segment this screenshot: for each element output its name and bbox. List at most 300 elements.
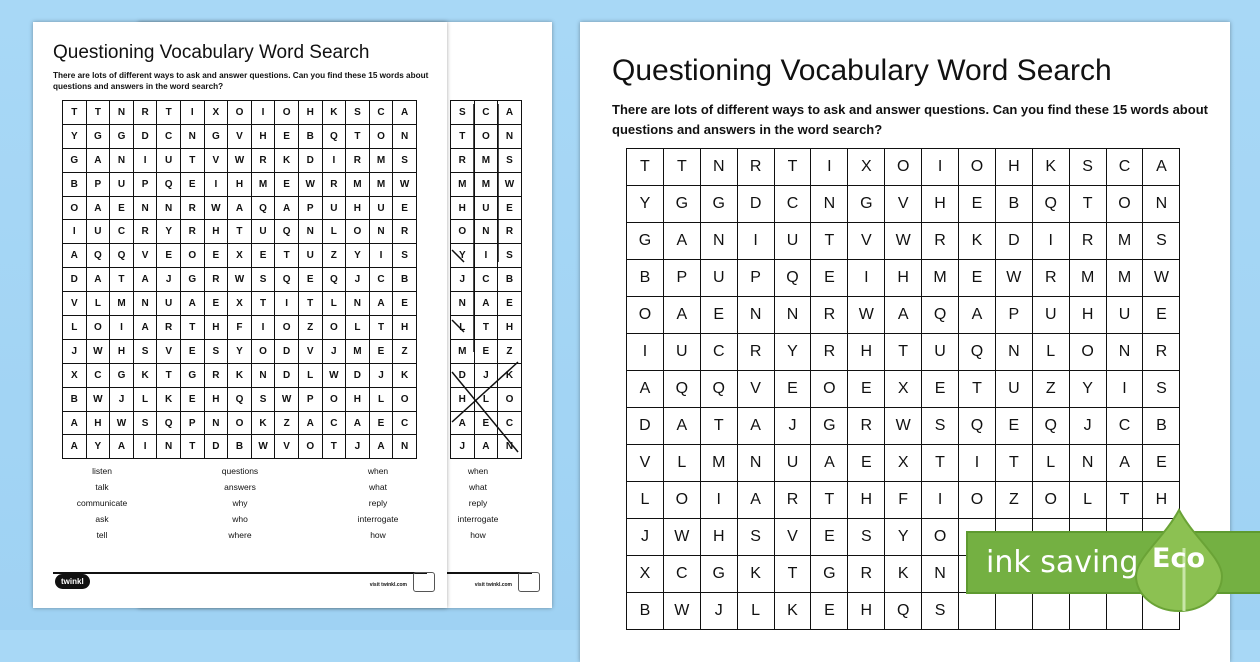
grid-cell: U <box>1106 297 1143 334</box>
grid-row <box>627 482 1180 519</box>
grid-cell: K <box>774 593 811 630</box>
grid-cell: M <box>369 172 393 196</box>
grid-cell: S <box>1143 371 1180 408</box>
grid-cell: Q <box>275 268 299 292</box>
grid-cell: H <box>451 196 475 220</box>
grid-cell: N <box>157 435 181 459</box>
grid-cell: L <box>63 316 87 340</box>
grid-cell: S <box>393 148 417 172</box>
grid-cell: E <box>700 297 737 334</box>
grid-cell: I <box>251 101 275 125</box>
grid-cell: B <box>1143 408 1180 445</box>
grid-cell: W <box>204 196 228 220</box>
grid-cell: O <box>275 101 299 125</box>
grid-cell: S <box>133 411 157 435</box>
grid-cell: A <box>451 411 475 435</box>
grid-cell: I <box>133 148 157 172</box>
grid-cell: J <box>63 339 87 363</box>
grid-cell: K <box>157 387 181 411</box>
grid-cell: T <box>663 149 700 186</box>
twinkl-badge <box>518 572 540 592</box>
grid-cell: G <box>86 124 110 148</box>
grid-cell: B <box>298 124 322 148</box>
grid-cell: C <box>700 334 737 371</box>
grid-cell: F <box>885 482 922 519</box>
grid-cell: X <box>63 363 87 387</box>
word-list-item: where <box>228 530 252 540</box>
grid-cell: B <box>627 593 664 630</box>
grid-cell: C <box>86 363 110 387</box>
grid-cell: T <box>369 316 393 340</box>
grid-cell: M <box>451 172 475 196</box>
grid-cell: S <box>133 339 157 363</box>
grid-cell: T <box>63 101 87 125</box>
grid-cell: N <box>110 101 134 125</box>
grid-cell: G <box>204 124 228 148</box>
grid-cell: E <box>1143 445 1180 482</box>
grid-cell: K <box>322 101 346 125</box>
grid-cell: U <box>774 223 811 260</box>
grid-cell: C <box>1106 408 1143 445</box>
grid-cell: V <box>737 371 774 408</box>
word-search-grid <box>62 100 417 459</box>
twinkl-badge <box>413 572 435 592</box>
grid-cell: A <box>86 196 110 220</box>
word-list-item: how <box>470 530 486 540</box>
grid-cell: N <box>737 297 774 334</box>
grid-cell: O <box>663 482 700 519</box>
grid-cell: W <box>663 519 700 556</box>
grid-cell: T <box>1069 186 1106 223</box>
grid-cell: U <box>298 244 322 268</box>
grid-cell: U <box>1032 297 1069 334</box>
grid-cell: R <box>848 408 885 445</box>
grid-cell: A <box>663 408 700 445</box>
grid-cell: V <box>298 339 322 363</box>
grid-cell: K <box>251 411 275 435</box>
grid-cell: E <box>1143 297 1180 334</box>
grid-cell: T <box>811 482 848 519</box>
grid-cell: O <box>298 435 322 459</box>
grid-cell: W <box>1143 260 1180 297</box>
grid-cell: I <box>737 223 774 260</box>
grid-cell: E <box>848 371 885 408</box>
grid-cell: E <box>498 292 522 316</box>
grid-cell: A <box>663 223 700 260</box>
word-list-item: interrogate <box>357 514 399 524</box>
grid-cell: J <box>451 435 475 459</box>
grid-cell: A <box>627 371 664 408</box>
grid-cell: C <box>110 220 134 244</box>
word-list-item: tell <box>96 530 108 540</box>
grid-cell: Q <box>959 408 996 445</box>
grid-cell: U <box>369 196 393 220</box>
worksheet-description: There are lots of different ways to ask and answer questions. Can you find these 15 words about questions and answers in the word search? <box>53 71 429 91</box>
grid-cell: T <box>157 101 181 125</box>
grid-cell: L <box>322 220 346 244</box>
grid-cell: D <box>995 223 1032 260</box>
grid-cell: Y <box>1069 371 1106 408</box>
grid-cell: N <box>1106 334 1143 371</box>
grid-cell: E <box>811 519 848 556</box>
grid-cell: M <box>1106 223 1143 260</box>
grid-row <box>63 101 417 125</box>
grid-cell: O <box>627 297 664 334</box>
grid-cell: N <box>995 334 1032 371</box>
grid-cell: A <box>663 297 700 334</box>
grid-cell: P <box>298 196 322 220</box>
grid-cell: M <box>922 260 959 297</box>
grid-cell: M <box>1106 260 1143 297</box>
grid-cell: L <box>1069 482 1106 519</box>
grid-cell <box>1032 593 1069 630</box>
grid-cell: R <box>346 148 370 172</box>
grid-cell: N <box>700 223 737 260</box>
grid-cell: W <box>885 408 922 445</box>
grid-cell: R <box>204 268 228 292</box>
grid-cell: I <box>322 148 346 172</box>
grid-cell: K <box>275 148 299 172</box>
grid-cell: M <box>346 172 370 196</box>
grid-cell: H <box>204 220 228 244</box>
grid-cell: H <box>110 339 134 363</box>
grid-cell: T <box>959 371 996 408</box>
grid-cell: N <box>1069 445 1106 482</box>
grid-cell: H <box>498 316 522 340</box>
grid-cell: J <box>700 593 737 630</box>
grid-cell: L <box>86 292 110 316</box>
grid-cell: G <box>811 408 848 445</box>
grid-cell: A <box>133 316 157 340</box>
grid-cell: D <box>346 363 370 387</box>
grid-cell: R <box>180 196 204 220</box>
grid-cell: D <box>204 435 228 459</box>
grid-cell: T <box>86 101 110 125</box>
grid-cell: T <box>180 316 204 340</box>
grid-cell: Y <box>627 186 664 223</box>
grid-cell: N <box>393 435 417 459</box>
grid-cell: Q <box>322 124 346 148</box>
grid-cell: E <box>251 244 275 268</box>
grid-row <box>63 411 417 435</box>
grid-cell: E <box>180 172 204 196</box>
grid-cell: T <box>774 556 811 593</box>
grid-cell: A <box>498 101 522 125</box>
grid-cell: T <box>275 244 299 268</box>
grid-cell: J <box>474 363 498 387</box>
grid-cell: T <box>157 363 181 387</box>
grid-cell: E <box>393 196 417 220</box>
grid-cell: G <box>180 363 204 387</box>
grid-cell: W <box>86 387 110 411</box>
grid-cell: M <box>474 172 498 196</box>
grid-cell: A <box>133 268 157 292</box>
grid-cell <box>1069 593 1106 630</box>
grid-cell: T <box>228 220 252 244</box>
grid-cell: R <box>393 220 417 244</box>
grid-cell: K <box>885 556 922 593</box>
grid-cell: J <box>157 268 181 292</box>
grid-cell: H <box>228 172 252 196</box>
grid-cell: N <box>737 445 774 482</box>
grid-cell: W <box>275 387 299 411</box>
grid-cell: M <box>1069 260 1106 297</box>
grid-cell: M <box>451 339 475 363</box>
grid-cell: A <box>369 435 393 459</box>
grid-cell: O <box>922 519 959 556</box>
grid-cell: L <box>474 387 498 411</box>
grid-cell: U <box>774 445 811 482</box>
grid-cell: I <box>369 244 393 268</box>
grid-cell: O <box>346 220 370 244</box>
word-list-item: what <box>369 482 387 492</box>
grid-cell: A <box>393 101 417 125</box>
grid-cell: N <box>157 196 181 220</box>
grid-cell: X <box>885 371 922 408</box>
grid-cell: U <box>663 334 700 371</box>
grid-cell: A <box>885 297 922 334</box>
grid-cell: D <box>275 363 299 387</box>
grid-cell: Q <box>110 244 134 268</box>
grid-cell: R <box>498 220 522 244</box>
grid-cell: U <box>157 148 181 172</box>
grid-cell: O <box>251 339 275 363</box>
divider <box>53 572 427 574</box>
grid-cell: P <box>133 172 157 196</box>
grid-cell: A <box>86 148 110 172</box>
grid-cell: K <box>393 363 417 387</box>
grid-cell: I <box>133 435 157 459</box>
grid-cell: P <box>180 411 204 435</box>
grid-cell: H <box>848 334 885 371</box>
grid-cell: A <box>1106 445 1143 482</box>
grid-cell: E <box>811 260 848 297</box>
grid-cell: N <box>498 435 522 459</box>
grid-cell: R <box>1069 223 1106 260</box>
grid-cell: A <box>737 408 774 445</box>
grid-cell: H <box>848 593 885 630</box>
grid-cell: T <box>774 149 811 186</box>
grid-cell: T <box>180 148 204 172</box>
grid-cell: D <box>275 339 299 363</box>
grid-cell: A <box>180 292 204 316</box>
grid-cell: C <box>393 411 417 435</box>
grid-cell: C <box>474 268 498 292</box>
grid-cell: F <box>228 316 252 340</box>
grid-cell: P <box>663 260 700 297</box>
grid-cell: I <box>180 101 204 125</box>
grid-cell: Z <box>298 316 322 340</box>
grid-cell: Q <box>322 268 346 292</box>
grid-cell: K <box>228 363 252 387</box>
grid-cell: K <box>498 363 522 387</box>
grid-cell: H <box>346 196 370 220</box>
word-list-item: communicate <box>76 498 128 508</box>
grid-cell: P <box>298 387 322 411</box>
grid-cell: N <box>451 292 475 316</box>
grid-cell: O <box>228 411 252 435</box>
grid-cell: C <box>474 101 498 125</box>
grid-cell: S <box>737 519 774 556</box>
twinkl-logo: twinkl <box>55 574 90 589</box>
grid-cell: T <box>1106 482 1143 519</box>
grid-cell: B <box>63 387 87 411</box>
grid-cell: E <box>110 196 134 220</box>
grid-cell: Q <box>1032 186 1069 223</box>
grid-cell: X <box>885 445 922 482</box>
grid-cell: J <box>346 435 370 459</box>
grid-cell: E <box>393 292 417 316</box>
grid-cell: R <box>774 482 811 519</box>
grid-row <box>63 316 417 340</box>
word-list <box>33 466 447 540</box>
grid-cell: C <box>369 268 393 292</box>
grid-cell: H <box>298 101 322 125</box>
grid-cell: O <box>959 482 996 519</box>
grid-cell: C <box>369 101 393 125</box>
grid-cell: N <box>811 186 848 223</box>
grid-cell: T <box>474 316 498 340</box>
grid-cell: D <box>298 148 322 172</box>
grid-cell: G <box>627 223 664 260</box>
grid-cell: N <box>110 148 134 172</box>
grid-cell: L <box>1032 445 1069 482</box>
grid-row <box>627 408 1180 445</box>
grid-cell: L <box>451 316 475 340</box>
grid-cell: C <box>498 411 522 435</box>
grid-cell: V <box>774 519 811 556</box>
grid-cell: G <box>811 556 848 593</box>
grid-cell: O <box>811 371 848 408</box>
grid-cell: N <box>369 220 393 244</box>
grid-cell: R <box>737 149 774 186</box>
grid-cell: Z <box>1032 371 1069 408</box>
grid-cell: Q <box>228 387 252 411</box>
grid-cell: S <box>204 339 228 363</box>
grid-row <box>627 186 1180 223</box>
grid-cell: N <box>498 124 522 148</box>
grid-cell: C <box>322 411 346 435</box>
grid-row <box>63 363 417 387</box>
grid-cell: V <box>275 435 299 459</box>
grid-cell: O <box>322 387 346 411</box>
grid-row <box>627 593 1180 630</box>
grid-cell: Z <box>275 411 299 435</box>
grid-cell: N <box>204 411 228 435</box>
grid-cell: O <box>275 316 299 340</box>
grid-cell: W <box>298 172 322 196</box>
grid-cell: X <box>627 556 664 593</box>
grid-cell: H <box>885 260 922 297</box>
grid-cell: O <box>1106 186 1143 223</box>
grid-cell: W <box>885 223 922 260</box>
grid-cell: S <box>1143 223 1180 260</box>
grid-cell: Q <box>1032 408 1069 445</box>
grid-cell: K <box>1032 149 1069 186</box>
grid-cell: D <box>133 124 157 148</box>
grid-row <box>63 339 417 363</box>
grid-cell: J <box>1069 408 1106 445</box>
grid-cell: A <box>275 196 299 220</box>
grid-cell: B <box>995 186 1032 223</box>
grid-cell: Z <box>322 244 346 268</box>
grid-cell: A <box>811 445 848 482</box>
worksheet-title: Questioning Vocabulary Word Search <box>53 42 370 63</box>
grid-cell: H <box>1069 297 1106 334</box>
grid-cell: Z <box>498 339 522 363</box>
grid-cell: O <box>63 196 87 220</box>
grid-row <box>63 244 417 268</box>
worksheet-title: Questioning Vocabulary Word Search <box>612 54 1112 87</box>
grid-cell: O <box>885 149 922 186</box>
visit-link: visit twinkl.com <box>474 582 512 588</box>
grid-cell: J <box>369 363 393 387</box>
grid-cell: A <box>346 411 370 435</box>
worksheet-thumbnail <box>33 22 447 608</box>
grid-cell: I <box>700 482 737 519</box>
grid-cell: L <box>322 292 346 316</box>
grid-cell: Y <box>885 519 922 556</box>
grid-cell: H <box>700 519 737 556</box>
grid-cell: M <box>700 445 737 482</box>
grid-cell: V <box>157 339 181 363</box>
grid-cell: E <box>204 292 228 316</box>
grid-cell: D <box>737 186 774 223</box>
grid-row <box>627 223 1180 260</box>
grid-cell: L <box>627 482 664 519</box>
grid-cell: T <box>811 223 848 260</box>
grid-cell: E <box>959 186 996 223</box>
grid-cell: W <box>995 260 1032 297</box>
grid-cell: R <box>133 101 157 125</box>
grid-cell: E <box>369 411 393 435</box>
grid-cell <box>959 593 996 630</box>
grid-cell: R <box>848 556 885 593</box>
grid-cell: O <box>228 101 252 125</box>
grid-cell: E <box>774 371 811 408</box>
word-list-item: questions <box>221 466 259 476</box>
grid-cell: H <box>204 387 228 411</box>
grid-cell: V <box>848 223 885 260</box>
grid-cell: M <box>251 172 275 196</box>
grid-cell: M <box>474 148 498 172</box>
grid-cell: H <box>995 149 1032 186</box>
word-list-item: when <box>467 466 489 476</box>
grid-cell: G <box>180 268 204 292</box>
grid-cell: T <box>627 149 664 186</box>
grid-cell: S <box>251 387 275 411</box>
grid-row <box>63 268 417 292</box>
grid-cell: S <box>251 268 275 292</box>
grid-cell: Q <box>663 371 700 408</box>
grid-cell: V <box>133 244 157 268</box>
word-list-item: interrogate <box>457 514 499 524</box>
grid-cell: G <box>110 363 134 387</box>
grid-cell: A <box>110 435 134 459</box>
grid-cell: O <box>474 124 498 148</box>
grid-cell: N <box>393 124 417 148</box>
grid-cell: K <box>133 363 157 387</box>
grid-cell: G <box>63 148 87 172</box>
grid-cell: A <box>959 297 996 334</box>
grid-cell: L <box>298 363 322 387</box>
grid-cell: E <box>298 268 322 292</box>
grid-cell: H <box>346 387 370 411</box>
grid-cell: N <box>474 220 498 244</box>
grid-cell: P <box>995 297 1032 334</box>
grid-cell: V <box>627 445 664 482</box>
grid-cell: O <box>369 124 393 148</box>
